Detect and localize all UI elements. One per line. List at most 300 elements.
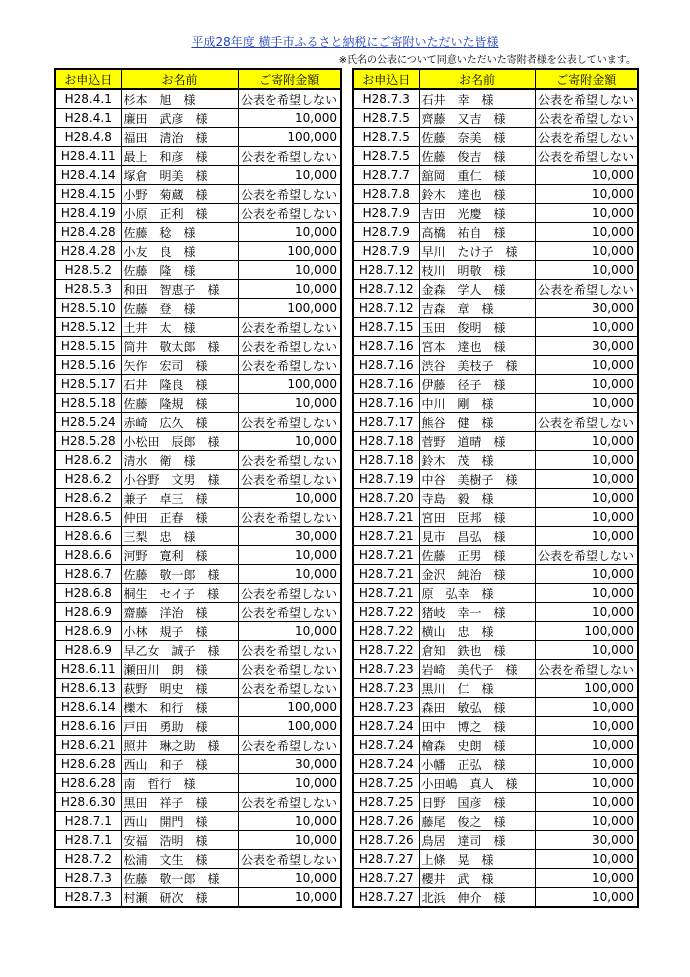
name-cell: 赤崎 広久 様: [121, 413, 238, 432]
amount-cell: 10,000: [535, 375, 638, 394]
amount-cell: 公表を希望しない: [238, 470, 341, 489]
date-cell: H28.6.2: [55, 470, 121, 489]
date-cell: H28.7.12: [353, 280, 419, 299]
name-cell: 塚倉 明美 様: [121, 166, 238, 185]
amount-cell: 10,000: [535, 698, 638, 717]
table-row: [353, 89, 638, 109]
table-row: [353, 128, 638, 147]
header-date: お申込日: [353, 69, 419, 89]
amount-cell: 100,000: [238, 299, 341, 318]
date-cell: H28.4.1: [55, 89, 121, 109]
table-row: [55, 812, 341, 831]
date-cell: H28.7.27: [353, 869, 419, 888]
table-row: [55, 622, 341, 641]
table-row: [55, 432, 341, 451]
name-cell: 小友 良 様: [121, 242, 238, 261]
name-cell: 佐藤 登 様: [121, 299, 238, 318]
date-cell: H28.6.9: [55, 603, 121, 622]
name-cell: 石井 隆良 様: [121, 375, 238, 394]
name-cell: 枝川 明敬 様: [419, 261, 535, 280]
name-cell: 小田嶋 真人 様: [419, 774, 535, 793]
name-cell: 上條 晃 様: [419, 850, 535, 869]
amount-cell: 10,000: [535, 888, 638, 908]
name-cell: 和田 智恵子 様: [121, 280, 238, 299]
table-row: [55, 356, 341, 375]
name-cell: 瀬田川 朗 様: [121, 660, 238, 679]
amount-cell: 10,000: [535, 774, 638, 793]
donor-rows-right: [353, 89, 638, 907]
amount-cell: 10,000: [238, 546, 341, 565]
date-cell: H28.7.2: [55, 850, 121, 869]
amount-cell: 10,000: [535, 318, 638, 337]
date-cell: H28.6.7: [55, 565, 121, 584]
donor-table-left: [54, 68, 342, 908]
amount-cell: 10,000: [535, 470, 638, 489]
table-row: [353, 888, 638, 908]
table-row: [353, 508, 638, 527]
amount-cell: 公表を希望しない: [238, 185, 341, 204]
name-cell: 齊藤 又吉 様: [419, 109, 535, 128]
date-cell: H28.4.19: [55, 204, 121, 223]
table-row: [353, 242, 638, 261]
amount-cell: 10,000: [238, 109, 341, 128]
name-cell: 熊谷 健 様: [419, 413, 535, 432]
table-row: [55, 451, 341, 470]
amount-cell: 30,000: [535, 299, 638, 318]
date-cell: H28.7.24: [353, 755, 419, 774]
name-cell: 北浜 伸介 様: [419, 888, 535, 908]
date-cell: H28.7.21: [353, 546, 419, 565]
table-row: [353, 204, 638, 223]
amount-cell: 10,000: [238, 489, 341, 508]
table-row: [55, 527, 341, 546]
table-row: [55, 375, 341, 394]
date-cell: H28.7.16: [353, 375, 419, 394]
amount-cell: 公表を希望しない: [535, 280, 638, 299]
table-row: [353, 451, 638, 470]
amount-cell: 10,000: [238, 394, 341, 413]
header-date: お申込日: [55, 69, 121, 89]
amount-cell: 公表を希望しない: [238, 679, 341, 698]
table-row: [55, 147, 341, 166]
name-cell: 佐藤 俊吉 様: [419, 147, 535, 166]
table-row: [353, 641, 638, 660]
name-cell: 佐藤 敬一郎 様: [121, 565, 238, 584]
name-cell: 仲田 正春 様: [121, 508, 238, 527]
name-cell: 鳥居 達司 様: [419, 831, 535, 850]
table-row: [55, 204, 341, 223]
date-cell: H28.7.15: [353, 318, 419, 337]
amount-cell: 10,000: [535, 565, 638, 584]
table-row: [353, 660, 638, 679]
name-cell: 吉森 章 様: [419, 299, 535, 318]
table-row: [353, 850, 638, 869]
table-row: [353, 774, 638, 793]
amount-cell: 10,000: [535, 223, 638, 242]
table-row: [55, 869, 341, 888]
table-row: [55, 717, 341, 736]
name-cell: 最上 和彦 様: [121, 147, 238, 166]
name-cell: 鈴木 茂 様: [419, 451, 535, 470]
name-cell: 倉知 鉄也 様: [419, 641, 535, 660]
date-cell: H28.5.2: [55, 261, 121, 280]
name-cell: 小幡 正弘 様: [419, 755, 535, 774]
amount-cell: 10,000: [535, 242, 638, 261]
amount-cell: 公表を希望しない: [238, 508, 341, 527]
date-cell: H28.7.5: [353, 147, 419, 166]
amount-cell: 10,000: [535, 356, 638, 375]
table-row: [353, 546, 638, 565]
name-cell: 安福 浩明 様: [121, 831, 238, 850]
amount-cell: 30,000: [535, 831, 638, 850]
table-row: [353, 717, 638, 736]
date-cell: H28.6.11: [55, 660, 121, 679]
date-cell: H28.7.16: [353, 337, 419, 356]
amount-cell: 100,000: [238, 242, 341, 261]
amount-cell: 10,000: [535, 584, 638, 603]
amount-cell: 100,000: [238, 128, 341, 147]
name-cell: 渋谷 美枝子 様: [419, 356, 535, 375]
name-cell: 河野 寛利 様: [121, 546, 238, 565]
date-cell: H28.7.17: [353, 413, 419, 432]
table-row: [353, 527, 638, 546]
name-cell: 櫻井 武 様: [419, 869, 535, 888]
amount-cell: 10,000: [238, 888, 341, 908]
donor-table-right: [352, 68, 639, 908]
table-row: [353, 603, 638, 622]
name-cell: 齋藤 洋治 様: [121, 603, 238, 622]
table-row: [55, 565, 341, 584]
table-row: [55, 337, 341, 356]
date-cell: H28.5.24: [55, 413, 121, 432]
name-cell: 伊藤 径子 様: [419, 375, 535, 394]
date-cell: H28.6.2: [55, 489, 121, 508]
amount-cell: 公表を希望しない: [535, 109, 638, 128]
amount-cell: 10,000: [238, 261, 341, 280]
table-row: [353, 356, 638, 375]
date-cell: H28.7.22: [353, 641, 419, 660]
date-cell: H28.5.16: [55, 356, 121, 375]
date-cell: H28.7.3: [55, 869, 121, 888]
date-cell: H28.7.21: [353, 527, 419, 546]
table-row: [353, 337, 638, 356]
table-row: [55, 242, 341, 261]
name-cell: 金沢 純治 様: [419, 565, 535, 584]
table-row: [55, 888, 341, 908]
table-row: [353, 470, 638, 489]
date-cell: H28.6.14: [55, 698, 121, 717]
amount-cell: 30,000: [535, 337, 638, 356]
date-cell: H28.7.27: [353, 850, 419, 869]
name-cell: 中谷 美樹子 様: [419, 470, 535, 489]
name-cell: 西山 開門 様: [121, 812, 238, 831]
amount-cell: 10,000: [535, 717, 638, 736]
amount-cell: 10,000: [535, 869, 638, 888]
name-cell: 玉田 俊明 様: [419, 318, 535, 337]
date-cell: H28.7.1: [55, 812, 121, 831]
date-cell: H28.6.28: [55, 755, 121, 774]
name-cell: 高橋 祐自 様: [419, 223, 535, 242]
table-row: [55, 299, 341, 318]
amount-cell: 10,000: [535, 850, 638, 869]
date-cell: H28.7.16: [353, 356, 419, 375]
date-cell: H28.7.5: [353, 109, 419, 128]
amount-cell: 公表を希望しない: [238, 451, 341, 470]
table-row: [353, 736, 638, 755]
name-cell: 櫟木 和行 様: [121, 698, 238, 717]
amount-cell: 10,000: [238, 223, 341, 242]
date-cell: H28.7.22: [353, 603, 419, 622]
name-cell: 黒田 祥子 様: [121, 793, 238, 812]
name-cell: 小野 菊蔵 様: [121, 185, 238, 204]
date-cell: H28.5.10: [55, 299, 121, 318]
table-row: [353, 413, 638, 432]
name-cell: 田中 博之 様: [419, 717, 535, 736]
amount-cell: 100,000: [238, 717, 341, 736]
name-cell: 松浦 文生 様: [121, 850, 238, 869]
table-row: [55, 109, 341, 128]
amount-cell: 10,000: [535, 185, 638, 204]
date-cell: H28.6.13: [55, 679, 121, 698]
amount-cell: 10,000: [535, 527, 638, 546]
date-cell: H28.7.8: [353, 185, 419, 204]
amount-cell: 10,000: [535, 603, 638, 622]
date-cell: H28.7.23: [353, 660, 419, 679]
date-cell: H28.6.2: [55, 451, 121, 470]
amount-cell: 100,000: [535, 679, 638, 698]
amount-cell: 公表を希望しない: [238, 584, 341, 603]
table-row: [55, 546, 341, 565]
amount-cell: 10,000: [535, 755, 638, 774]
amount-cell: 10,000: [535, 204, 638, 223]
date-cell: H28.7.23: [353, 679, 419, 698]
date-cell: H28.7.9: [353, 242, 419, 261]
table-row: [55, 261, 341, 280]
table-row: [55, 508, 341, 527]
table-header-row: [353, 69, 638, 89]
table-row: [55, 394, 341, 413]
name-cell: 小原 正利 様: [121, 204, 238, 223]
date-cell: H28.7.18: [353, 451, 419, 470]
date-cell: H28.7.24: [353, 736, 419, 755]
table-row: [353, 394, 638, 413]
date-cell: H28.7.7: [353, 166, 419, 185]
table-row: [353, 223, 638, 242]
table-row: [353, 869, 638, 888]
amount-cell: 公表を希望しない: [238, 337, 341, 356]
amount-cell: 公表を希望しない: [535, 89, 638, 109]
table-row: [353, 698, 638, 717]
table-row: [353, 375, 638, 394]
amount-cell: 10,000: [238, 869, 341, 888]
table-row: [353, 185, 638, 204]
name-cell: 早乙女 誠子 様: [121, 641, 238, 660]
amount-cell: 10,000: [238, 622, 341, 641]
name-cell: 矢作 宏司 様: [121, 356, 238, 375]
amount-cell: 30,000: [238, 755, 341, 774]
table-row: [353, 584, 638, 603]
date-cell: H28.6.9: [55, 622, 121, 641]
amount-cell: 100,000: [535, 622, 638, 641]
name-cell: 三梨 忠 様: [121, 527, 238, 546]
date-cell: H28.4.15: [55, 185, 121, 204]
date-cell: H28.7.19: [353, 470, 419, 489]
amount-cell: 10,000: [535, 812, 638, 831]
name-cell: 兼子 卓三 様: [121, 489, 238, 508]
date-cell: H28.5.17: [55, 375, 121, 394]
amount-cell: 10,000: [238, 812, 341, 831]
name-cell: 鈴木 達也 様: [419, 185, 535, 204]
date-cell: H28.7.27: [353, 888, 419, 908]
date-cell: H28.6.9: [55, 641, 121, 660]
name-cell: 中川 剛 様: [419, 394, 535, 413]
date-cell: H28.4.1: [55, 109, 121, 128]
name-cell: 杉本 旭 様: [121, 89, 238, 109]
date-cell: H28.7.23: [353, 698, 419, 717]
table-row: [55, 774, 341, 793]
amount-cell: 10,000: [535, 394, 638, 413]
date-cell: H28.7.25: [353, 793, 419, 812]
date-cell: H28.7.9: [353, 223, 419, 242]
name-cell: 萩野 明史 様: [121, 679, 238, 698]
date-cell: H28.7.12: [353, 261, 419, 280]
date-cell: H28.7.26: [353, 812, 419, 831]
name-cell: 南 哲行 様: [121, 774, 238, 793]
name-cell: 宮田 臣邦 様: [419, 508, 535, 527]
date-cell: H28.6.8: [55, 584, 121, 603]
amount-cell: 10,000: [535, 451, 638, 470]
name-cell: 西山 和子 様: [121, 755, 238, 774]
header-name: お名前: [121, 69, 238, 89]
table-row: [353, 831, 638, 850]
name-cell: 村瀬 研次 様: [121, 888, 238, 908]
date-cell: H28.7.1: [55, 831, 121, 850]
amount-cell: 10,000: [238, 565, 341, 584]
date-cell: H28.7.26: [353, 831, 419, 850]
name-cell: 岩崎 美代子 様: [419, 660, 535, 679]
table-row: [353, 299, 638, 318]
amount-cell: 公表を希望しない: [535, 128, 638, 147]
date-cell: H28.7.3: [353, 89, 419, 109]
amount-cell: 公表を希望しない: [535, 147, 638, 166]
name-cell: 佐藤 稔 様: [121, 223, 238, 242]
amount-cell: 公表を希望しない: [238, 147, 341, 166]
name-cell: 宮本 達也 様: [419, 337, 535, 356]
table-row: [353, 565, 638, 584]
amount-cell: 公表を希望しない: [238, 641, 341, 660]
table-row: [55, 223, 341, 242]
donor-rows-left: [55, 89, 341, 907]
name-cell: 佐藤 正男 様: [419, 546, 535, 565]
name-cell: 清水 衛 様: [121, 451, 238, 470]
table-row: [55, 166, 341, 185]
date-cell: H28.4.11: [55, 147, 121, 166]
table-row: [353, 280, 638, 299]
table-row: [353, 109, 638, 128]
name-cell: 照井 琳之助 様: [121, 736, 238, 755]
amount-cell: 10,000: [535, 432, 638, 451]
date-cell: H28.5.15: [55, 337, 121, 356]
name-cell: 檜森 史朗 様: [419, 736, 535, 755]
table-row: [55, 850, 341, 869]
date-cell: H28.6.6: [55, 546, 121, 565]
table-row: [353, 166, 638, 185]
name-cell: 舘岡 重仁 様: [419, 166, 535, 185]
name-cell: 廉田 武彦 様: [121, 109, 238, 128]
amount-cell: 10,000: [238, 166, 341, 185]
table-row: [353, 755, 638, 774]
name-cell: 佐藤 隆規 様: [121, 394, 238, 413]
amount-cell: 30,000: [238, 527, 341, 546]
name-cell: 佐藤 隆 様: [121, 261, 238, 280]
amount-cell: 100,000: [238, 698, 341, 717]
amount-cell: 10,000: [535, 489, 638, 508]
name-cell: 吉田 光慶 様: [419, 204, 535, 223]
date-cell: H28.7.16: [353, 394, 419, 413]
table-row: [353, 812, 638, 831]
amount-cell: 公表を希望しない: [238, 89, 341, 109]
date-cell: H28.4.28: [55, 242, 121, 261]
table-row: [55, 603, 341, 622]
amount-cell: 10,000: [238, 432, 341, 451]
amount-cell: 公表を希望しない: [535, 413, 638, 432]
table-row: [55, 128, 341, 147]
table-row: [353, 318, 638, 337]
name-cell: 見市 昌弘 様: [419, 527, 535, 546]
table-row: [353, 622, 638, 641]
amount-cell: 公表を希望しない: [238, 793, 341, 812]
table-row: [55, 185, 341, 204]
name-cell: 桐生 セイ子 様: [121, 584, 238, 603]
amount-cell: 10,000: [535, 736, 638, 755]
date-cell: H28.7.9: [353, 204, 419, 223]
name-cell: 福田 清治 様: [121, 128, 238, 147]
table-row: [353, 261, 638, 280]
amount-cell: 10,000: [535, 641, 638, 660]
table-row: [55, 584, 341, 603]
name-cell: 小谷野 文男 様: [121, 470, 238, 489]
amount-cell: 10,000: [238, 831, 341, 850]
amount-cell: 10,000: [238, 280, 341, 299]
date-cell: H28.7.24: [353, 717, 419, 736]
table-row: [353, 489, 638, 508]
table-row: [55, 736, 341, 755]
table-row: [55, 831, 341, 850]
name-cell: 石井 幸 様: [419, 89, 535, 109]
date-cell: H28.5.3: [55, 280, 121, 299]
name-cell: 黒川 仁 様: [419, 679, 535, 698]
date-cell: H28.7.3: [55, 888, 121, 908]
table-row: [353, 679, 638, 698]
date-cell: H28.7.5: [353, 128, 419, 147]
name-cell: 小林 規子 様: [121, 622, 238, 641]
name-cell: 猪岐 幸一 様: [419, 603, 535, 622]
amount-cell: 公表を希望しない: [238, 318, 341, 337]
name-cell: 小松田 辰郎 様: [121, 432, 238, 451]
disclosure-note: ※氏名の公表について同意いただいた寄附者様を公表しています。: [338, 55, 636, 66]
date-cell: H28.4.28: [55, 223, 121, 242]
header-name: お名前: [419, 69, 535, 89]
date-cell: H28.7.20: [353, 489, 419, 508]
date-cell: H28.7.22: [353, 622, 419, 641]
date-cell: H28.7.25: [353, 774, 419, 793]
name-cell: 金森 学人 様: [419, 280, 535, 299]
amount-cell: 公表を希望しない: [535, 660, 638, 679]
amount-cell: 公表を希望しない: [238, 603, 341, 622]
name-cell: 早川 たけ子 様: [419, 242, 535, 261]
table-row: [353, 147, 638, 166]
amount-cell: 10,000: [535, 261, 638, 280]
